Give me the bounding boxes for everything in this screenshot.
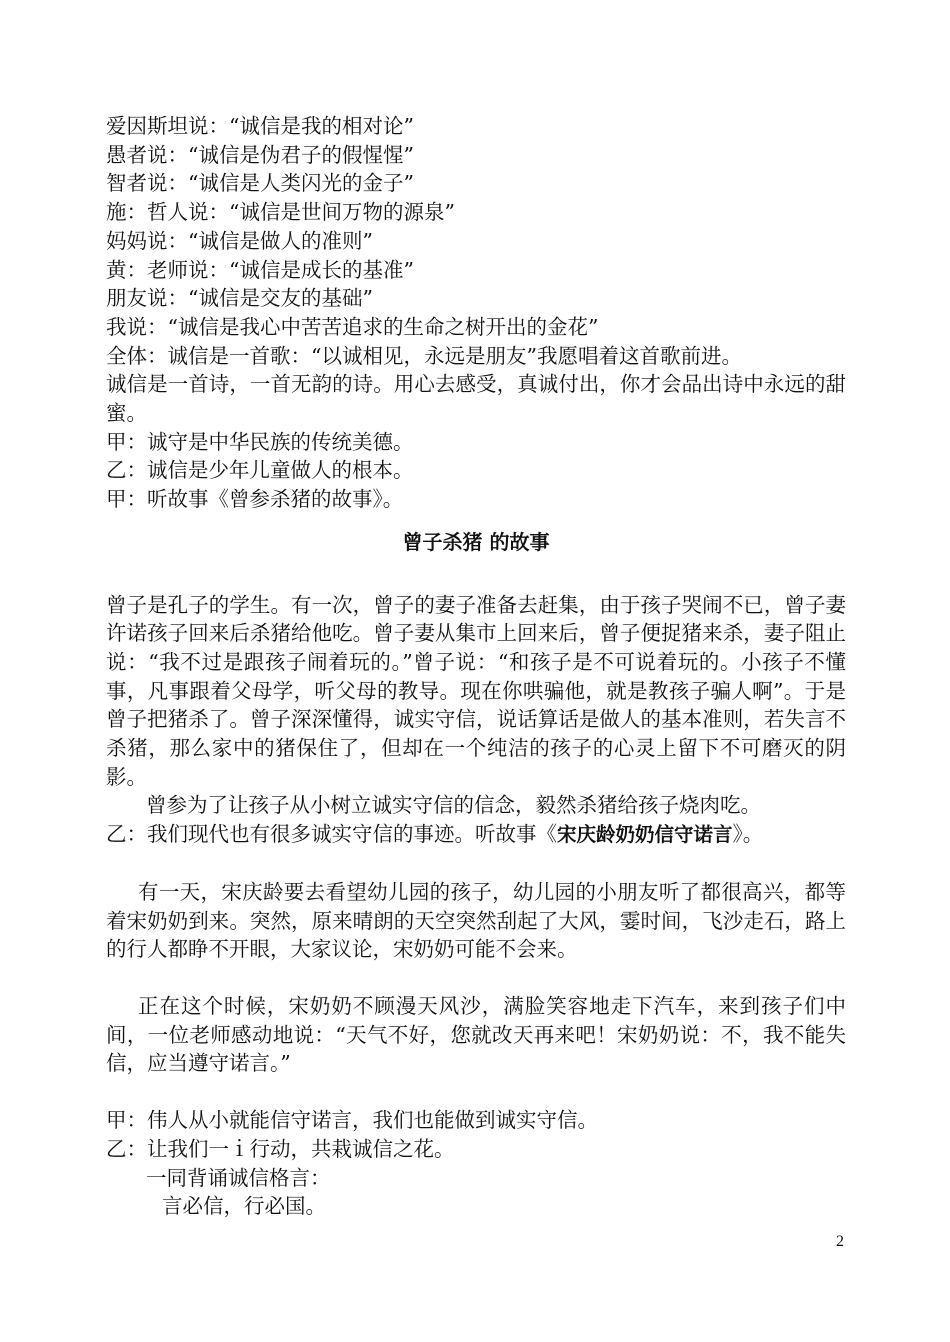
dialogue-line: 甲：诚守是中华民族的传统美德。 [106, 429, 414, 454]
closing-line: 甲：伟人从小就能信守诺言，我们也能做到诚实守信。 [106, 1108, 598, 1133]
motto: 言必信，行必国。 [162, 1194, 326, 1219]
quote-line: 施：哲人说：“诚信是世间万物的源泉” [106, 200, 455, 225]
document-page [106, 112, 846, 1221]
quote-line: 全体：诚信是一首歌：“以诚相见，永远是朋友”我愿唱着这首歌前进。 [106, 343, 742, 368]
quote-line: 妈妈说：“诚信是做人的准则” [106, 228, 373, 253]
story-moral: 曾参为了让孩子从小树立诚实守信的信念，毅然杀猪给孩子烧肉吃。 [146, 793, 761, 818]
quote-line: 智者说：“诚信是人类闪光的金子” [106, 171, 414, 196]
closing-block [106, 1106, 846, 1163]
quote-line: 我说：“诚信是我心中苦苦追求的生命之树开出的金花” [106, 314, 599, 339]
closing-line: 乙：让我们一ｉ行动，共栽诚信之花。 [106, 1136, 455, 1161]
dialogue-block [106, 428, 846, 514]
page-number: 2 [836, 1233, 844, 1250]
story-paragraph: 曾子是孔子的学生。有一次，曾子的妻子准备去赶集，由于孩子哭闹不已，曾子妻许诺孩子回来后杀猪给他吃。曾子妻从集市上回来后，曾子便捉猪来杀，妻子阻止说：“我不过是跟孩子闹着玩的。”曾子说：“和孩子是不可说着玩的。小孩子不懂事，凡事跟着父母学，听父母的教导。现在你哄骗他，就是教孩子骗人啊”。于是曾子把猪杀了。曾子深深懂得，诚实守信，说话算话是做人的基本准则，若失言不杀猪，那么家中的猪保住了，但却在一个纯洁的孩子的心灵上留下不可磨灭的阴影。 [106, 592, 846, 789]
story-intro [106, 820, 846, 850]
story-intro-prefix: 乙：我们现代也有很多诚实守信的事迹。听故事《 [106, 822, 557, 847]
quote-line: 黄：老师说：“诚信是成长的基准” [106, 257, 414, 282]
recite-label: 一同背诵诚信格言： [146, 1165, 331, 1190]
story-intro-suffix: 》。 [732, 822, 764, 847]
story-title: 曾子杀猪 的故事 [402, 529, 550, 554]
quote-line: 爱因斯坦说：“诚信是我的相对论” [106, 114, 414, 138]
quotes-block [106, 112, 846, 370]
quote-line: 愚者说：“诚信是伪君子的假惺惺” [106, 142, 414, 167]
quote-line: 朋友说：“诚信是交友的基础” [106, 286, 373, 311]
dialogue-line: 乙：诚信是少年儿童做人的根本。 [106, 458, 414, 483]
poem-paragraph: 诚信是一首诗，一首无韵的诗。用心去感受，真诚付出，你才会品出诗中永远的甜蜜。 [106, 372, 846, 426]
song-paragraph-1: 有一天，宋庆龄要去看望幼儿园的孩子，幼儿园的小朋友听了都很高兴，都等着宋奶奶到来。突然，原来晴朗的天空突然刮起了大风，霎时间，飞沙走石，路上的行人都睁不开眼，大家议论，宋奶奶可能不会来。 [106, 879, 846, 962]
dialogue-line: 甲：听故事《曾参杀猪的故事》。 [106, 487, 404, 512]
story-intro-title: 宋庆龄奶奶信守诺言 [557, 823, 733, 847]
song-paragraph-2: 正在这个时候，宋奶奶不顾漫天风沙，满脸笑容地走下汽车，来到孩子们中间，一位老师感动地说：“天气不好，您就改天再来吧！宋奶奶说：不，我不能失信，应当遵守诺言。” [106, 993, 846, 1076]
